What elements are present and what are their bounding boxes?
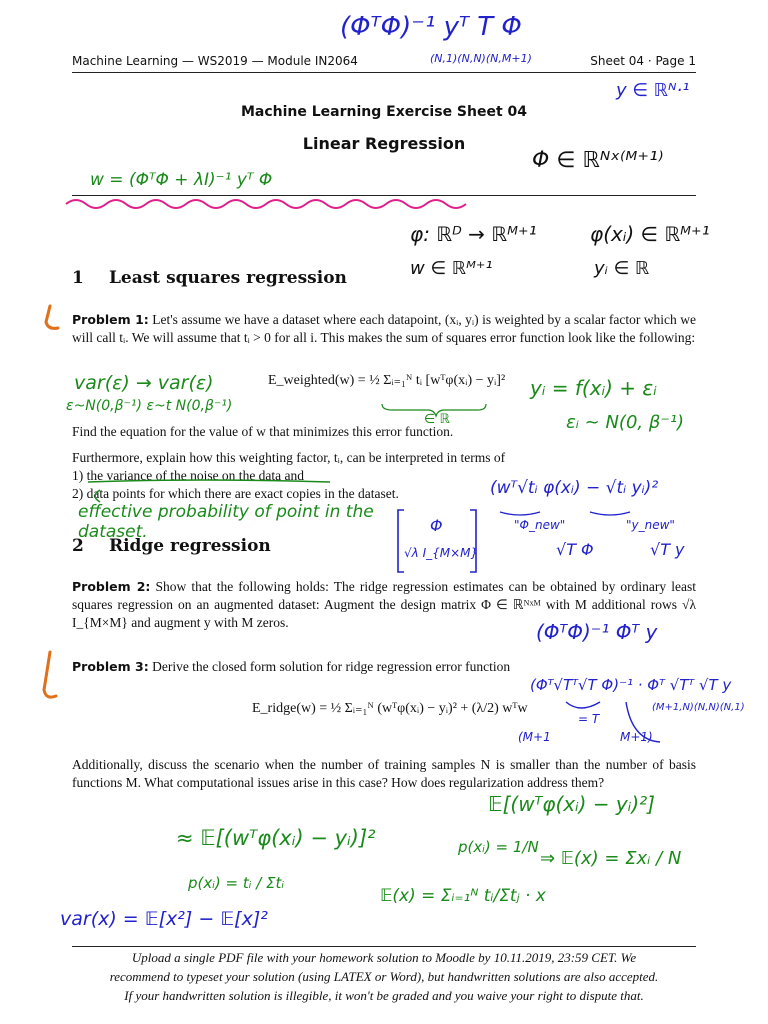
- footer-line-3: If your handwritten solution is illegible, it won't be graded and you waive your right to dispute that.: [124, 988, 644, 1003]
- hw-aug-top: Φ: [430, 516, 443, 535]
- ridge-underbrace: [566, 702, 600, 708]
- hw-model: yᵢ = f(xᵢ) + εᵢ: [530, 376, 657, 400]
- problem-label: Problem 1:: [72, 312, 149, 327]
- new-underbrace: [500, 512, 540, 515]
- hw-y-new: "y_new": [626, 518, 675, 532]
- problem-label: Problem 2:: [72, 579, 151, 594]
- title-rule: [72, 195, 696, 196]
- problem-1: [72, 311, 696, 347]
- equation-weighted: E_weighted(w) = ½ Σᵢ₌₁ᴺ tᵢ [wᵀφ(xᵢ) − yᵢ]²: [268, 373, 506, 388]
- hw-ridge-m1a: (M+1: [518, 730, 551, 744]
- section-title: Least squares regression: [108, 268, 347, 288]
- problem-1-item-2: 2) data points for which there are exact copies in the dataset.: [72, 486, 399, 501]
- hw-yi-in-R: yᵢ ∈ ℝ: [594, 258, 650, 279]
- problem-label: Problem 3:: [72, 659, 149, 674]
- header-right: Sheet 04 · Page 1: [590, 54, 696, 68]
- hw-exp-mean: ⇒ 𝔼(x) = Σxᵢ / N: [540, 848, 682, 869]
- problem-1-further: Furthermore, explain how this weighting factor, tᵢ, can be interpreted in terms of: [72, 450, 506, 465]
- hw-sqrtT-y: √T y: [650, 540, 685, 559]
- section-number: 1: [72, 268, 84, 288]
- equation-ridge: E_ridge(w) = ½ Σᵢ₌₁ᴺ (wᵀφ(xᵢ) − yᵢ)² + (λ/2) wᵀw: [252, 701, 528, 716]
- section-number: 2: [72, 536, 84, 556]
- aug-bracket-right: [470, 510, 476, 572]
- hw-ridge-under-T: = T: [578, 712, 600, 726]
- hw-var-x: var(x) = 𝔼[x²] − 𝔼[x]²: [60, 908, 268, 930]
- doc-subtitle: Linear Regression: [302, 134, 466, 153]
- doc-title: Machine Learning Exercise Sheet 04: [240, 104, 528, 120]
- header-left: Machine Learning — WS2019 — Module IN2064: [72, 54, 358, 68]
- hw-y-in-R: y ∈ ℝᴺ·¹: [616, 80, 690, 101]
- hw-effective: effective probability of point in the dataset.: [78, 502, 374, 542]
- hw-ridge-dims: (M+1,N)(N,N)(N,1): [652, 702, 745, 713]
- section-1-heading: [72, 268, 347, 288]
- hw-top-formula: (ΦᵀΦ)⁻¹ yᵀ T Φ: [340, 12, 522, 42]
- hw-ridge-formula: (Φᵀ√Tᵀ√T Φ)⁻¹ · Φᵀ √Tᵀ √T y: [530, 676, 732, 694]
- hw-p-uniform: p(xᵢ) = 1/N: [458, 838, 539, 856]
- hw-phi-x-in-R: φ(xᵢ) ∈ ℝᴹ⁺¹: [590, 222, 710, 246]
- hw-phi-map: φ: ℝᴰ → ℝᴹ⁺¹: [410, 222, 537, 246]
- header-rule: [72, 72, 696, 73]
- problem-3: [72, 658, 696, 676]
- problem-1-after: Find the equation for the value of w that minimizes this error function.: [72, 424, 454, 439]
- problem-text: Let's assume we have a dataset where each datapoint, (xᵢ, yᵢ) is weighted by a scalar factor which we will call tᵢ. We will assume that tᵢ > 0 for all i. This makes the sum of squares error function look like the following:: [72, 312, 696, 345]
- hw-exp-weighted: 𝔼(x) = Σᵢ₌₁ᴺ tᵢ/Σtⱼ · x: [380, 886, 546, 906]
- hw-top-dims: (N,1)(N,N)(N,M+1): [430, 52, 532, 65]
- pink-wavy-line: [66, 200, 466, 208]
- section-title: Ridge regression: [108, 536, 271, 556]
- hw-ls-formula: (ΦᵀΦ)⁻¹ Φᵀ y: [536, 620, 658, 644]
- hw-p-weighted: p(xᵢ) = tᵢ / Σtᵢ: [188, 874, 285, 892]
- hw-exp-sq: 𝔼[(wᵀφ(xᵢ) − yᵢ)²]: [488, 792, 655, 816]
- check-mark-2: [44, 652, 56, 697]
- check-mark-1: [46, 306, 58, 328]
- new-underbrace-2: [590, 512, 630, 515]
- hw-sqrtT-phi: √T Φ: [556, 540, 594, 559]
- hw-noise: εᵢ ~ N(0, β⁻¹): [566, 412, 685, 433]
- hw-var-line-2: ε~N(0,β⁻¹) ε~t N(0,β⁻¹): [66, 398, 233, 414]
- hw-in-R-under-sum: ∈ ℝ: [424, 412, 450, 427]
- hw-phi-in-R: Φ ∈ ℝᴺˣ⁽ᴹ⁺¹⁾: [532, 148, 664, 173]
- problem-3-after: Additionally, discuss the scenario when the number of training samples N is smaller than the number of basis functions M. What computational issues arise in this case? How does regularization address them?: [72, 757, 696, 790]
- hw-rewrite: (wᵀ√tᵢ φ(xᵢ) − √tᵢ yᵢ)²: [490, 478, 659, 498]
- hw-phi-new: "Φ_new": [514, 518, 566, 532]
- footer-rule: [72, 946, 696, 947]
- footer-line-1: Upload a single PDF file with your homework solution to Moodle by 10.11.2019, 23:59 CET. We: [131, 950, 637, 965]
- hw-w-formula: w = (ΦᵀΦ + λI)⁻¹ yᵀ Φ: [90, 170, 273, 190]
- footer-line-2: recommend to typeset your solution (using LATEX or Word), but handwritten solutions are also accepted.: [109, 969, 659, 984]
- hw-ridge-m1b: M+1): [620, 730, 653, 744]
- problem-1-item-1: 1) the variance of the noise on the data and: [72, 468, 305, 483]
- aug-bracket-left: [398, 510, 404, 572]
- problem-text: Show that the following holds: The ridge regression estimates can be obtained by ordinary least squares regression on an augmented dataset: Augment the design matrix Φ ∈ ℝᴺˣᴹ with M additional rows √λ I_{M×M} and augment y with M zeros.: [72, 579, 697, 630]
- problem-text: Derive the closed form solution for ridge regression error function: [152, 659, 511, 674]
- hw-var-line-1: var(ε) → var(ε): [74, 372, 214, 394]
- hw-w-in-R: w ∈ ℝᴹ⁺¹: [410, 258, 493, 279]
- hw-approx-exp: ≈ 𝔼[(wᵀφ(xᵢ) − yᵢ)]²: [176, 826, 376, 850]
- hw-aug-bottom: √λ I_{M×M}: [404, 546, 479, 560]
